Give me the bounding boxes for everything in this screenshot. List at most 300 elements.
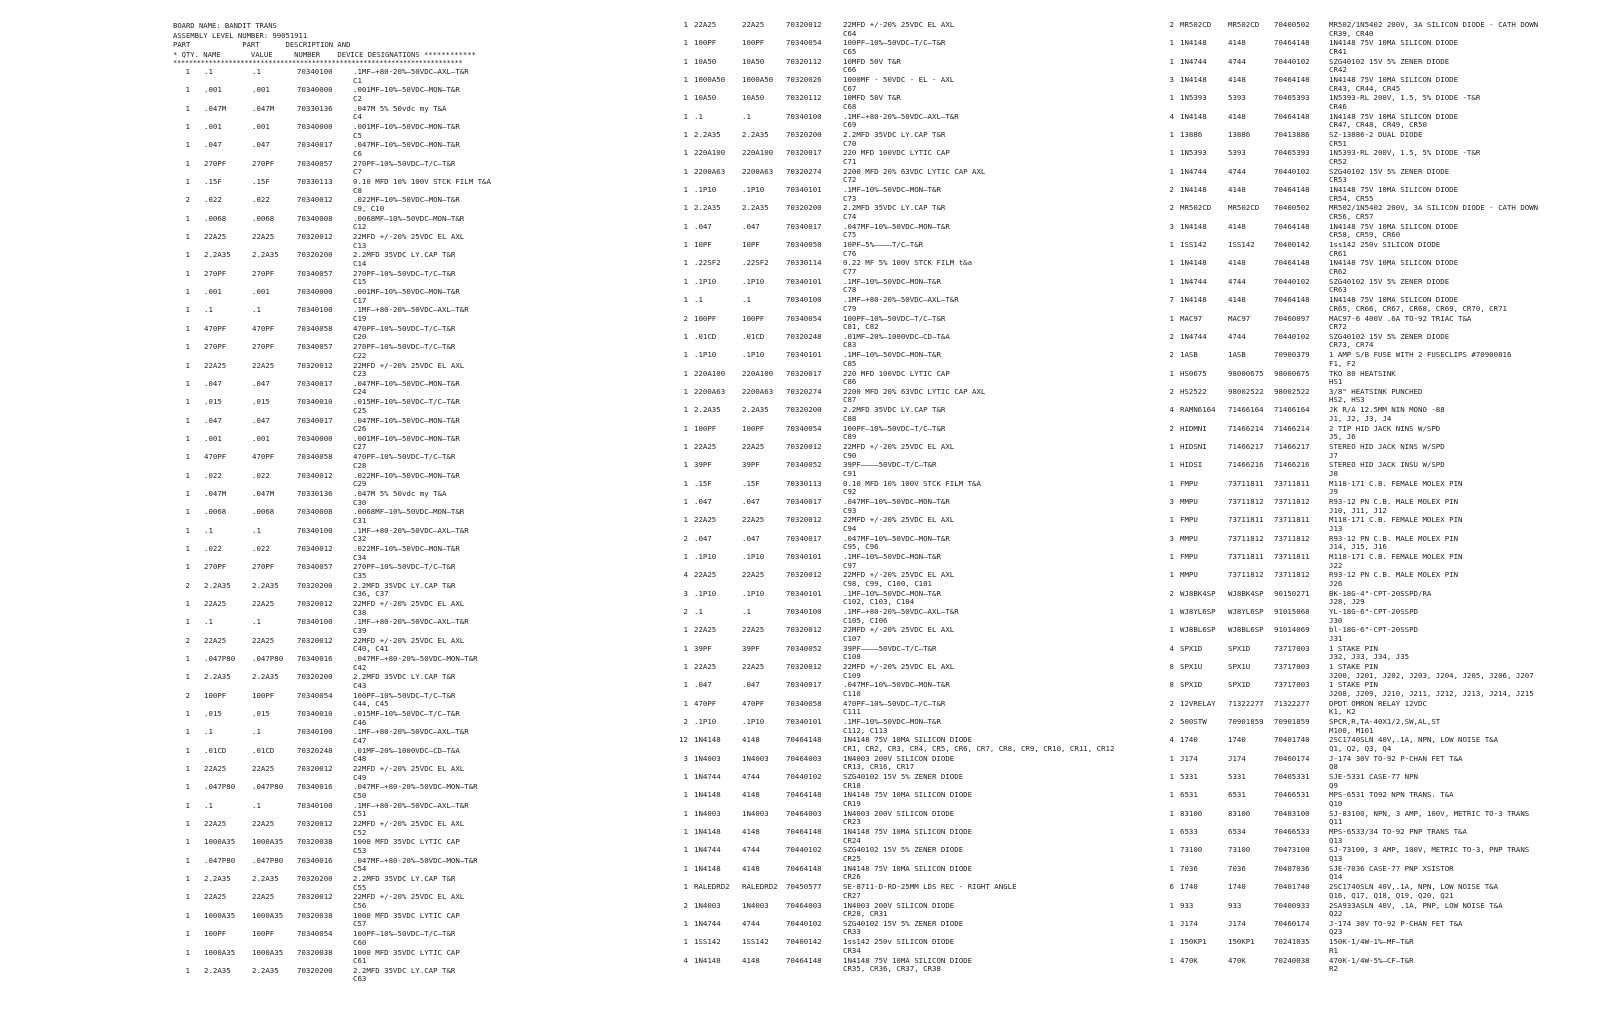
part-qty: 2 (185, 580, 190, 590)
part-qty: 1 (683, 827, 688, 837)
header-divider: ************************************************************************* (173, 59, 463, 67)
part-number: 70320038 (297, 910, 333, 920)
part-value: 1000A35 (252, 837, 284, 847)
part-number: 70450577 (786, 882, 822, 892)
part-entry (533, 553, 1066, 571)
part-name: 1N4744 (1180, 331, 1207, 341)
device-designations: C30 (353, 497, 367, 507)
part-value: 2.2A35 (252, 250, 279, 260)
part-entry (1066, 663, 1599, 681)
part-number: 73711812 (1274, 570, 1310, 580)
part-name: 83100 (1180, 808, 1203, 818)
part-number: 70460174 (1274, 918, 1310, 928)
part-value: .1 (252, 525, 261, 535)
part-qty: 1 (1169, 570, 1174, 580)
device-designations: CR26 (843, 872, 861, 882)
part-number: 70340054 (786, 38, 822, 48)
part-qty: 1 (683, 698, 688, 708)
part-entry (0, 802, 533, 820)
part-entry (1066, 223, 1599, 241)
part-qty: 3 (1169, 533, 1174, 543)
part-value: .1 (742, 111, 751, 121)
part-value: 22A25 (252, 764, 275, 774)
part-qty: 3 (683, 753, 688, 763)
part-description: .015MF—10%—50VDC—T/C—T&R (353, 709, 460, 719)
part-entry (0, 838, 533, 856)
part-description: 1N4148 75V 10MA SILICON DIODE (1329, 185, 1459, 195)
part-name: 22A25 (204, 360, 227, 370)
part-entry (0, 86, 533, 104)
part-description: 22MFD +/-20% 25VDC EL AXL (353, 635, 465, 645)
part-entry (0, 417, 533, 435)
part-name: .047P80 (204, 654, 236, 663)
part-entry (0, 728, 533, 746)
part-value: .001 (252, 287, 270, 297)
part-description: .1MF—+80-20%—50VDC—AXL—T&R (353, 617, 469, 627)
part-name: 1N4148 (1180, 185, 1207, 195)
part-description: 1N4148 75V 10MA SILICON DIODE (843, 863, 973, 873)
part-number: 70320200 (786, 405, 822, 415)
part-qty: 1 (683, 295, 688, 305)
part-name: 10A50 (694, 93, 717, 103)
device-designations: C107 (843, 633, 861, 643)
part-value: 2.2A35 (742, 203, 769, 213)
part-value: 470PF (742, 698, 765, 708)
part-qty: 4 (1169, 405, 1174, 415)
part-qty: 2 (683, 313, 688, 323)
device-designations: C20 (353, 332, 367, 342)
device-designations: C98, C99, C100, C101 (843, 578, 932, 588)
part-entry (533, 443, 1066, 461)
part-description: MR502/1N5402 200V, 3A SILICON DIODE - CATH DOWN (1329, 203, 1539, 213)
part-number: 73717003 (1274, 662, 1310, 672)
part-number: 70320248 (786, 331, 822, 341)
part-entry (1066, 131, 1599, 149)
part-number: 70340000 (297, 122, 333, 132)
device-designations: C34 (353, 552, 367, 562)
device-designations: C93 (843, 505, 857, 515)
part-value: .0068 (252, 213, 275, 223)
part-value: WJ8YL6SP (1228, 607, 1264, 616)
device-designations: C54 (353, 864, 367, 874)
part-qty: 1 (185, 85, 190, 95)
part-value: 22A25 (252, 598, 275, 608)
part-description: SJE-7036 CASE-77 PNP XSISTOR (1329, 863, 1454, 873)
part-entry (1066, 535, 1599, 553)
part-qty: 1 (185, 598, 190, 608)
part-name: 2.2A35 (204, 580, 231, 590)
device-designations: C19 (353, 314, 367, 324)
part-description: 220 MFD 100VDC LYTIC CAP (843, 368, 950, 378)
device-designations: Q9 (1329, 780, 1338, 790)
part-value: .1 (252, 800, 261, 810)
device-designations: Q13 (1329, 835, 1343, 845)
device-designations: C32 (353, 534, 367, 544)
part-value: 1N4003 (742, 900, 769, 910)
part-entry (0, 527, 533, 545)
part-value: .022 (252, 195, 270, 205)
assembly-level: ASSEMBLY LEVEL NUMBER: 99051911 (173, 30, 308, 40)
device-designations: J7 (1329, 450, 1338, 460)
part-value: 100PF (742, 423, 765, 433)
part-number: 70466533 (1274, 827, 1310, 837)
part-number: 70900379 (1274, 350, 1310, 360)
part-entry (533, 608, 1066, 626)
part-description: 1N4148 75V 10MA SILICON DIODE (843, 735, 973, 745)
part-value: 2200A63 (742, 166, 774, 176)
part-value: 100PF (252, 929, 275, 939)
part-value: 4148 (1228, 185, 1246, 195)
part-description: 3/8" HEATSINK PUNCHED (1329, 386, 1423, 396)
part-value: 6534 (1228, 827, 1246, 837)
part-description: SZG40102 15V 5% ZENER DIODE (1329, 56, 1450, 66)
part-description: 2.2MFD 35VDC LY.CAP T&R (353, 874, 456, 884)
part-value: 22A25 (742, 441, 765, 451)
part-description: 1000 MFD 35VDC LYTIC CAP (353, 910, 460, 920)
device-designations: CR35, CR36, CR37, CR38 (843, 964, 941, 974)
part-number: 73717003 (1274, 680, 1310, 690)
part-name: .1 (204, 617, 213, 627)
part-entry (533, 333, 1066, 351)
part-qty: 3 (1169, 496, 1174, 506)
device-designations: C38 (353, 607, 367, 617)
device-designations: CR34 (843, 945, 861, 955)
part-qty: 1 (185, 103, 190, 113)
device-designations: CR73, CR74 (1329, 340, 1374, 350)
part-number: 70320012 (297, 232, 333, 242)
device-designations: C31 (353, 515, 367, 525)
part-value: .1P10 (742, 276, 765, 286)
part-number: 70340101 (786, 185, 822, 195)
part-value: 98000675 (1228, 368, 1264, 378)
part-value: 2.2A35 (252, 672, 279, 682)
part-name: 1740 (1180, 882, 1198, 892)
part-qty: 1 (1169, 515, 1174, 525)
device-designations: C74 (843, 212, 857, 222)
device-designations: C36, C37 (353, 589, 389, 599)
device-designations: C1 (353, 75, 362, 85)
part-number: 70320274 (786, 386, 822, 396)
device-designations: C61 (353, 956, 367, 966)
part-number: 70320112 (786, 93, 822, 103)
part-qty: 6 (1169, 882, 1174, 892)
part-entry (533, 645, 1066, 663)
part-number: 70440102 (786, 918, 822, 928)
part-number: 70340100 (297, 67, 333, 76)
part-qty: 1 (1169, 607, 1174, 616)
part-value: WJ8BK4SP (1228, 588, 1264, 598)
part-entry (533, 865, 1066, 883)
device-designations: HS1 (1329, 377, 1343, 387)
part-description: .047MF—10%—50VDC—MON—T&R (843, 496, 950, 506)
part-description: 1N4148 75V 10MA SILICON DIODE (1329, 258, 1459, 268)
part-qty: 1 (1169, 772, 1174, 782)
part-description: 100PF—10%—50VDC—T/C—T&R (353, 690, 456, 700)
part-qty: 1 (185, 543, 190, 553)
part-description: 2.2MFD 35VDC LY.CAP T&R (353, 672, 456, 682)
device-designations: F1, F2 (1329, 358, 1356, 368)
part-name: RALEDRD2 (694, 882, 730, 892)
device-designations: Q11 (1329, 817, 1343, 827)
part-number: 70340100 (786, 295, 822, 305)
part-name: 933 (1180, 900, 1194, 910)
part-value: 4148 (1228, 258, 1246, 268)
part-value: 1N4003 (742, 753, 769, 763)
part-description: M118-171 C.B. FEMALE MOLEX PIN (1329, 515, 1463, 525)
part-entry (0, 453, 533, 471)
part-value: .01CD (252, 745, 275, 755)
device-designations: C112, C113 (843, 725, 888, 735)
part-name: .001 (204, 433, 222, 443)
part-number: 70340000 (297, 433, 333, 443)
part-name: .047 (204, 378, 222, 388)
part-number: 71322277 (1274, 698, 1310, 708)
device-designations: C53 (353, 846, 367, 856)
device-designations: C17 (353, 295, 367, 305)
part-entry (0, 215, 533, 233)
part-number: 70240038 (1274, 955, 1310, 965)
part-description: .1MF—10%—50VDC—MON—T&R (843, 551, 941, 561)
part-value: .1 (252, 67, 261, 76)
part-value: .1 (742, 607, 751, 616)
part-value: 4148 (1228, 75, 1246, 85)
part-entry (1066, 443, 1599, 461)
part-qty: 1 (1169, 845, 1174, 855)
device-designations: J26 (1329, 578, 1343, 588)
device-designations: C79 (843, 303, 857, 313)
part-entry (1066, 94, 1599, 112)
part-qty: 1 (1169, 808, 1174, 818)
part-name: 1SS142 (1180, 240, 1207, 250)
part-name: HIDSI (1180, 460, 1203, 470)
part-entry (1066, 333, 1599, 351)
part-name: 22A25 (204, 819, 227, 829)
part-number: 70340016 (297, 654, 333, 663)
part-qty: 1 (185, 764, 190, 774)
part-name: .022 (204, 470, 222, 480)
device-designations: CR1, CR2, CR3, CR4, CR5, CR6, CR7, CR8, CR9, CR10, CR11, CR12 (843, 744, 1115, 753)
part-value: 22A25 (252, 360, 275, 370)
part-number: 70340100 (786, 111, 822, 121)
part-value: WJ8BL6SP (1228, 625, 1264, 635)
part-entry (533, 94, 1066, 112)
part-name: SPX1U (1180, 662, 1203, 672)
part-qty: 1 (683, 882, 688, 892)
device-designations: CR53 (1329, 175, 1347, 185)
part-description: .1MF—10%—50VDC—MON—T&R (843, 185, 941, 195)
part-number: 70464148 (1274, 258, 1310, 268)
part-number: 70400933 (1274, 900, 1310, 910)
part-value: 4148 (742, 863, 760, 873)
device-designations: C40, C41 (353, 644, 389, 654)
part-value: 4744 (1228, 166, 1246, 176)
part-value: 470K (1228, 955, 1246, 965)
part-qty: 1 (1169, 918, 1174, 928)
device-designations: J200, J201, J202, J203, J204, J205, J206, J207 (1329, 670, 1534, 680)
part-entry (533, 58, 1066, 76)
part-number: 70320112 (786, 56, 822, 66)
part-number: 70464148 (786, 863, 822, 873)
part-description: 1N4148 75V 10MA SILICON DIODE (1329, 295, 1459, 305)
part-description: M118-171 C.B. FEMALE MOLEX PIN (1329, 478, 1463, 488)
device-designations: CR27 (843, 890, 861, 900)
part-value: MR502CD (1228, 203, 1260, 213)
part-number: 70241035 (1274, 937, 1310, 947)
part-description: .1MF—+80-20%—50VDC—AXL—T&R (843, 111, 959, 121)
part-description: .1MF—10%—50VDC—MON—T&R (843, 350, 941, 360)
part-value: 73100 (1228, 845, 1251, 855)
part-value: .1 (742, 295, 751, 305)
part-entry (533, 39, 1066, 57)
device-designations: C69 (843, 120, 857, 130)
part-name: 2.2A35 (204, 672, 231, 682)
device-designations: CR51 (1329, 138, 1347, 148)
part-value: 2200A63 (742, 386, 774, 396)
part-description: 1N4003 200V SILICON DIODE (843, 808, 955, 818)
part-number: 70340054 (297, 690, 333, 700)
part-qty: 1 (185, 672, 190, 682)
part-number: 70340010 (297, 397, 333, 407)
part-entry (533, 461, 1066, 479)
part-number: 73711811 (1274, 515, 1310, 525)
part-description: TKO 80 HEATSINK (1329, 368, 1396, 378)
part-number: 70400502 (1274, 20, 1310, 29)
part-qty: 1 (185, 617, 190, 627)
part-entry (0, 875, 533, 893)
part-name: .1 (204, 727, 213, 737)
part-description: 100PF—10%—50VDC—T/C—T&R (843, 423, 946, 433)
part-entry (0, 857, 533, 875)
part-number: 70464148 (1274, 295, 1310, 305)
device-designations: C97 (843, 560, 857, 570)
part-value: 1740 (1228, 735, 1246, 745)
part-qty: 1 (1169, 56, 1174, 66)
part-entry (1066, 755, 1599, 773)
part-qty: 1 (1169, 937, 1174, 947)
part-entry (1066, 204, 1599, 222)
device-designations: C6 (353, 148, 362, 158)
device-designations: J14, J15, J16 (1329, 542, 1387, 552)
device-designations: C71 (843, 157, 857, 166)
part-description: 150K-1/4W-1%—MF—T&R (1329, 937, 1414, 947)
part-qty: 1 (185, 892, 190, 902)
part-value: 1740 (1228, 882, 1246, 892)
part-entry (1066, 718, 1599, 736)
part-qty: 1 (185, 507, 190, 517)
part-number: 70320200 (786, 130, 822, 140)
part-entry (1066, 461, 1599, 479)
part-description: 1 AMP S/B FUSE WITH 2 FUSECLIPS #70900816 (1329, 350, 1512, 360)
device-designations: C95, C96 (843, 542, 879, 552)
part-name: .047M (204, 488, 227, 498)
part-description: 2.2MFD 35VDC LY.CAP T&R (843, 203, 946, 213)
board-name: BOARD NAME: BANDIT TRANS (173, 21, 277, 30)
part-description: STEREO HID JACK NINS W/SPD (1329, 441, 1445, 451)
part-name: HS0675 (1180, 368, 1207, 378)
part-number: 70483100 (1274, 808, 1310, 818)
part-value: .047 (742, 221, 760, 231)
part-description: SZG40102 15V 5% ZENER DIODE (1329, 166, 1450, 176)
part-description: 22MFD +/-20% 25VDC EL AXL (843, 625, 955, 635)
part-number: 70340052 (786, 460, 822, 470)
part-number: 91014069 (1274, 625, 1310, 635)
part-qty: 1 (1169, 827, 1174, 837)
part-value: 4148 (1228, 221, 1246, 231)
part-qty: 2 (1169, 20, 1174, 29)
part-name: 10A50 (694, 56, 717, 66)
part-entry (533, 663, 1066, 681)
part-name: 1000A35 (204, 837, 236, 847)
part-entry (1066, 241, 1599, 259)
part-name: 1N4744 (694, 772, 721, 782)
part-description: M118-171 C.B. FEMALE MOLEX PIN (1329, 551, 1463, 561)
part-qty: 1 (185, 287, 190, 297)
part-entry (533, 296, 1066, 314)
part-description: 39PF————50VDC—T/C—T&R (843, 643, 937, 653)
part-entry (0, 105, 533, 123)
part-qty: 4 (1169, 735, 1174, 745)
part-number: 91015068 (1274, 607, 1310, 616)
part-value: .047 (742, 680, 760, 690)
part-description: .047MF—+80-20%—50VDC—MON—T&R (353, 855, 478, 865)
part-number: 70340100 (297, 617, 333, 627)
part-entry (1066, 149, 1599, 167)
part-entry (0, 141, 533, 159)
part-number: 70340100 (297, 525, 333, 535)
device-designations: C89 (843, 432, 857, 442)
part-description: SZG40102 15V 5% ZENER DIODE (843, 772, 964, 782)
part-qty: 1 (185, 305, 190, 315)
part-qty: 1 (185, 562, 190, 572)
device-designations: CR56, CR57 (1329, 212, 1374, 222)
part-number: 70320200 (297, 250, 333, 260)
part-name: .0068 (204, 507, 227, 517)
device-designations: C23 (353, 369, 367, 379)
part-value: 22A25 (252, 232, 275, 242)
part-value: 22A25 (742, 515, 765, 525)
part-description: 1N4148 75V 10MA SILICON DIODE (1329, 221, 1459, 231)
part-description: 1000 MFD 35VDC LYTIC CAP (353, 947, 460, 957)
part-name: 220A100 (694, 368, 726, 378)
part-qty: 1 (1169, 441, 1174, 451)
part-value: SPX1U (1228, 662, 1251, 672)
part-name: HIDMNI (1180, 423, 1207, 433)
part-value: 1000A35 (252, 910, 284, 920)
part-qty: 2 (1169, 588, 1174, 598)
device-designations: C25 (353, 405, 367, 415)
part-name: .047 (694, 496, 712, 506)
part-number: 70340057 (297, 342, 333, 352)
part-number: 73711812 (1274, 496, 1310, 506)
part-description: .01MF—20%—1000VDC—CD—T&A (843, 331, 950, 341)
part-qty: 1 (683, 38, 688, 48)
part-value: 150KP1 (1228, 937, 1255, 947)
part-entry (0, 306, 533, 324)
part-qty: 1 (683, 625, 688, 635)
device-designations: CR28, CR31 (843, 909, 888, 919)
part-qty: 1 (683, 130, 688, 140)
part-entry (1066, 902, 1599, 920)
part-qty: 1 (185, 709, 190, 719)
part-qty: 1 (683, 20, 688, 29)
part-entry (1066, 883, 1599, 901)
part-entry (533, 846, 1066, 864)
part-value: 73711812 (1228, 533, 1264, 543)
part-value: 2.2A35 (742, 130, 769, 140)
part-value: .047P80 (252, 782, 284, 792)
part-value: 5393 (1228, 93, 1246, 103)
part-entry (1066, 645, 1599, 663)
